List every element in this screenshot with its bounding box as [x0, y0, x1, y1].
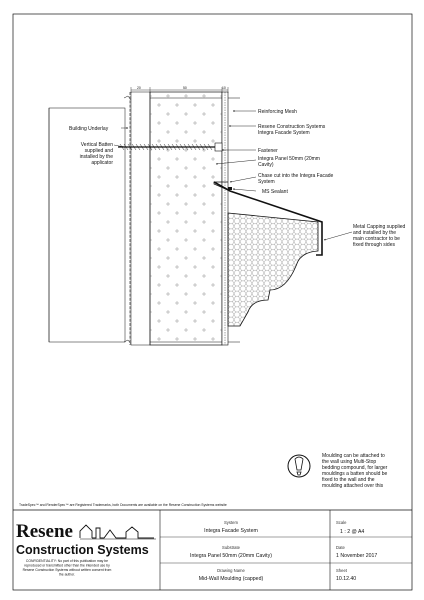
confidentiality-line2: reproduced or transmitted other than the intended use by: [24, 563, 110, 568]
title-block: [16, 510, 412, 590]
drawing-value: Mid-Wall Moulding (capped): [198, 576, 264, 582]
scale-value: 1 : 2 @ A4: [340, 529, 365, 535]
note-line2: the wall using Multi-Stop: [322, 459, 377, 465]
date-value: 1 November 2017: [336, 553, 378, 559]
drawing-caption: Drawing Name: [217, 568, 245, 573]
logo-word-construction: Construction Systems: [16, 543, 149, 557]
label-chase-line2: System: [258, 179, 275, 185]
confidentiality-line3: Resene Construction Systems without written consent from: [22, 568, 112, 572]
label-capping-line4: fixed through sides: [353, 242, 395, 248]
label-capping-line2: and installed by the: [353, 230, 397, 236]
note-line6: moulding attached over this: [322, 483, 384, 489]
note-line1: Moulding can be attached to: [322, 453, 385, 459]
label-system-line1: Resene Construction Systems: [258, 124, 326, 130]
label-system-line2: Integra Facade System: [258, 130, 310, 136]
date-caption: Date: [336, 545, 345, 550]
confidentiality-line1: CONFIDENTIALITY: No part of this publication may be: [25, 559, 109, 563]
note-line3: bedding compound, for larger: [322, 465, 388, 471]
label-capping-line3: main contractor to be: [353, 236, 400, 242]
substrate-value: Integra Panel 50mm (20mm Cavity): [190, 553, 272, 559]
note-line4: mouldings a batten should be: [322, 471, 388, 477]
label-reinforcing-mesh: Reinforcing Mesh: [258, 109, 297, 115]
label-batten-line1: Vertical Batten: [80, 142, 113, 148]
trademark-text: TradeSpec™ and RenderSpec™ are Registered Trademarks, both Documents are available on the Resene Construction Systems website: [19, 503, 227, 507]
system-caption: System: [224, 520, 238, 525]
label-panel-line1: Integra Panel 50mm (20mm: [258, 156, 320, 162]
label-building-underlay: Building Underlay: [69, 126, 109, 132]
label-batten-line3: installed by the: [79, 154, 113, 160]
note-line5: fixed to the wall and the: [322, 477, 375, 483]
label-ms-sealant: MS Sealant: [262, 189, 288, 195]
label-panel-line2: Cavity): [258, 162, 274, 168]
tip-icon: [288, 455, 310, 477]
moulding-profile: [228, 213, 318, 326]
label-batten-line4: applicator: [91, 160, 113, 166]
logo-word-resene: Resene: [16, 521, 73, 542]
info-note: [288, 453, 388, 489]
system-value: Integra Facade System: [204, 528, 258, 534]
dim-label: 50: [183, 86, 187, 90]
sheet-value: 10.12.40: [336, 576, 357, 582]
vertical-batten: [131, 92, 150, 345]
sheet-caption: Sheet: [336, 568, 347, 573]
tip-icon-glyph: [295, 457, 303, 475]
confidentiality-line4: the author.: [58, 572, 76, 577]
dim-label: 10: [222, 86, 226, 90]
substrate-caption: Substrate: [222, 545, 240, 550]
logo-skyline-icon: [80, 525, 154, 538]
integra-panel: [150, 92, 222, 345]
label-fastener: Fastener: [258, 148, 278, 154]
label-chase-line1: Chase cut into the Integra Facade: [258, 173, 334, 179]
scale-caption: Scale: [336, 520, 347, 525]
label-batten-line2: supplied and: [84, 148, 113, 154]
dim-label: 20: [137, 86, 141, 90]
label-capping-line1: Metal Capping supplied: [353, 224, 406, 230]
